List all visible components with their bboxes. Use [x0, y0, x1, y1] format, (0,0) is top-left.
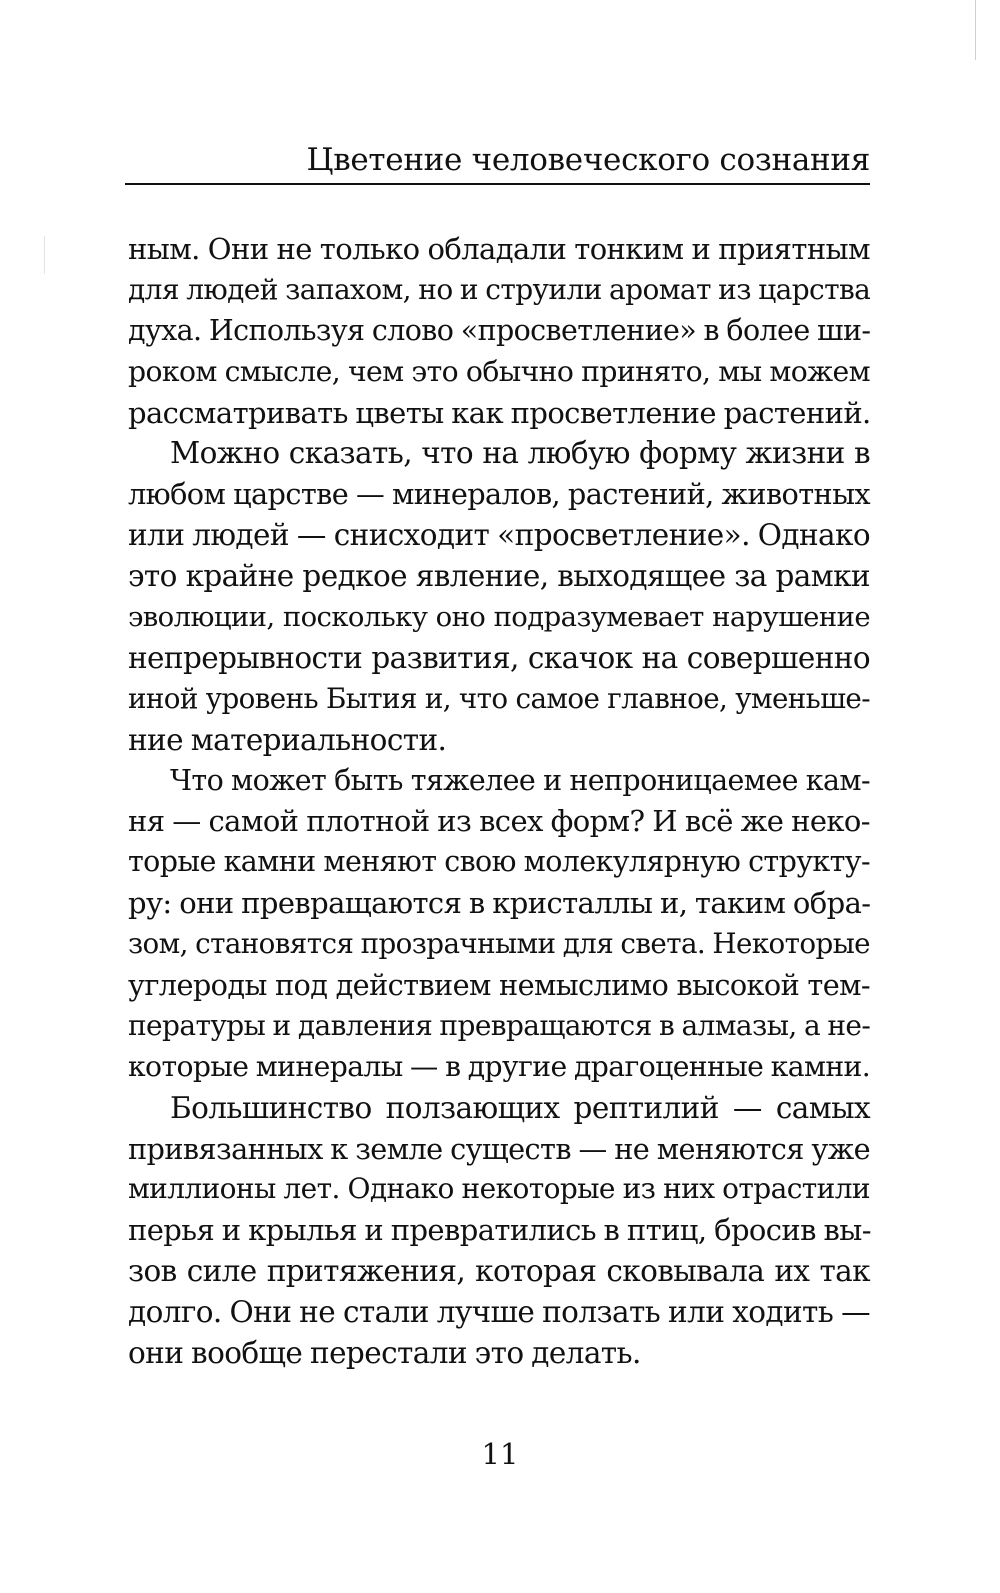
scan-edge-mark [975, 0, 976, 60]
header-rule [125, 183, 870, 185]
text-line: ня — самой плотной из всех форм? И всё же неко- [128, 804, 870, 839]
text-line: зом, становятся прозрачными для света. Некоторые [128, 927, 870, 961]
text-line: миллионы лет. Однако некоторые из них отрастили [128, 1172, 870, 1206]
text-line: любом царстве — минералов, растений, животных [128, 477, 870, 512]
text-line: торые камни меняют свою молекулярную структу- [128, 845, 870, 879]
text-line: эволюции, поскольку оно подразумевает нарушение [128, 601, 870, 634]
text-line: роком смысле, чем это обычно принято, мы можем [128, 354, 870, 388]
text-line: которые минералы — в другие драгоценные камни. [128, 1049, 871, 1083]
paragraph-first-line: Большинство ползающих рептилий — самых [170, 1090, 870, 1125]
text-line: ным. Они не только обладали тонким и приятным [128, 232, 870, 266]
text-line: для людей запахом, но и струили аромат из царства [128, 272, 871, 306]
text-line: это крайне редкое явление, выходящее за рамки [128, 559, 870, 594]
text-line: или людей — снисходит «просветление». Однако [128, 518, 870, 553]
text-line: ру: они превращаются в кристаллы и, таким обра- [128, 886, 871, 921]
text-line: перья и крылья и превратились в птиц, бросив вы- [128, 1213, 871, 1248]
text-line: рассматривать цветы как просветление растений. [128, 395, 871, 430]
text-line: иной уровень Бытия и, что самое главное, уменьше- [128, 681, 870, 715]
paragraph-first-line: Можно сказать, что на любую форму жизни в [170, 436, 870, 471]
text-line: ние материальности. [128, 722, 447, 757]
text-line: непрерывности развития, скачок на совершенно [128, 640, 870, 675]
text-line: долго. Они не стали лучше ползать или ходить — [128, 1295, 870, 1330]
text-line: зов силе притяжения, которая сковывала их так [128, 1254, 870, 1289]
text-line: углероды под действием немыслимо высокой тем- [128, 968, 870, 1003]
text-line: они вообще перестали это делать. [128, 1336, 641, 1371]
text-line: пературы и давления превращаются в алмазы, а не- [128, 1008, 871, 1042]
text-line: духа. Используя слово «просветление» в более ши- [128, 313, 871, 347]
body-text [128, 229, 870, 1374]
text-line: привязанных к земле существ — не меняются уже [128, 1131, 870, 1166]
paragraph-first-line: Что может быть тяжелее и непроницаемее кам- [170, 763, 870, 797]
scan-margin-mark [44, 236, 45, 274]
page-number: 11 [481, 1437, 519, 1471]
running-header: Цветение человеческого сознания [306, 142, 870, 178]
